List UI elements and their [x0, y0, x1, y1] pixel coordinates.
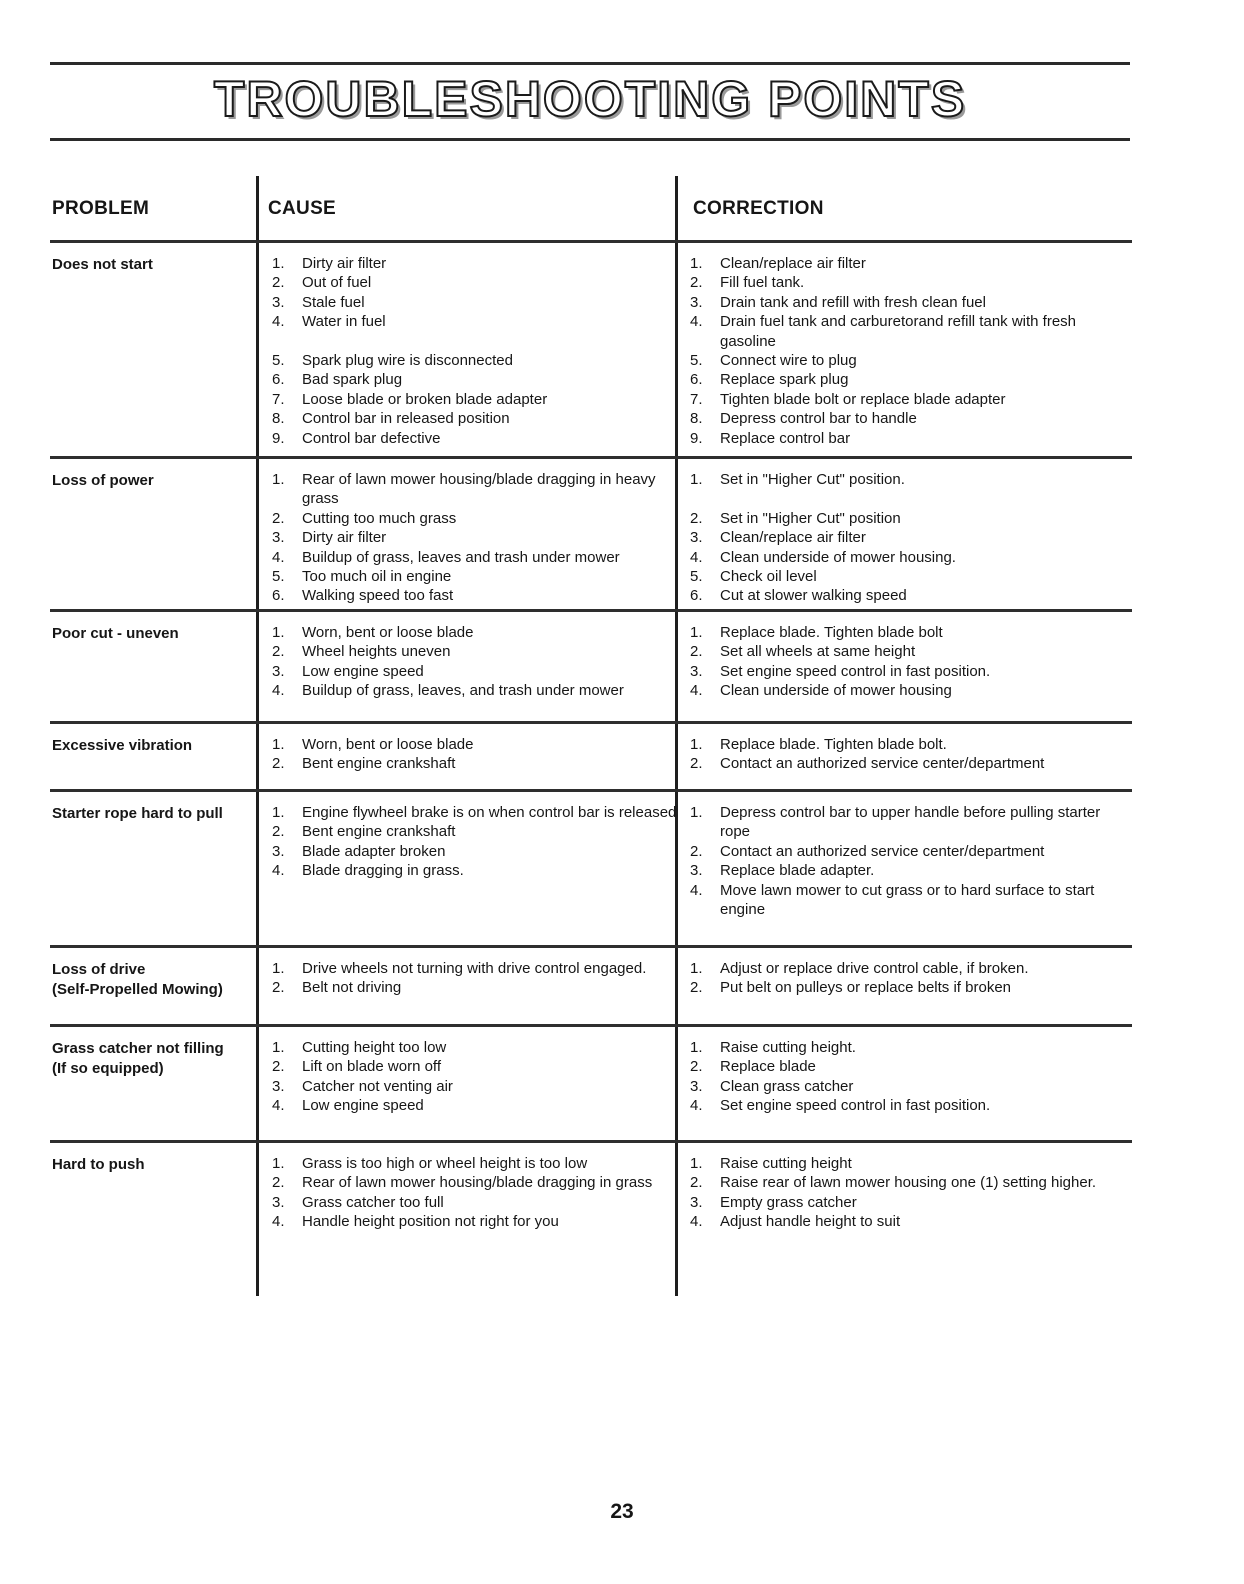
item-text: Stale fuel — [302, 293, 365, 311]
item-text: Replace blade — [720, 1058, 816, 1076]
item-number: 1. — [272, 1155, 285, 1172]
cause-list — [272, 254, 692, 448]
item-number: 6. — [690, 587, 703, 605]
list-item — [272, 470, 692, 509]
item-text: Raise rear of lawn mower housing one (1) setting higher. — [720, 1174, 1097, 1192]
item-number: 4. — [272, 682, 285, 700]
item-text: Fill fuel tank. — [720, 274, 805, 292]
list-item — [690, 370, 1120, 389]
item-number: 1. — [272, 255, 285, 272]
list-item — [272, 662, 692, 681]
item-text: Check oil level — [720, 568, 817, 586]
list-item — [272, 312, 692, 331]
item-text: Worn, bent or loose blade — [302, 624, 474, 641]
list-item — [272, 642, 692, 661]
item-text: Set all wheels at same height — [720, 643, 916, 661]
list-item — [272, 1193, 692, 1212]
list-item — [272, 586, 692, 605]
item-text: Clean/replace air filter — [720, 529, 866, 547]
list-item — [272, 803, 692, 822]
list-item — [690, 409, 1120, 428]
item-text: Set in "Higher Cut" position. — [720, 471, 905, 488]
cause-list — [272, 623, 692, 701]
table-row — [50, 945, 1132, 1024]
item-text: Wheel heights uneven — [302, 643, 451, 661]
item-text: Tighten blade bolt or replace blade adapter — [720, 390, 1006, 408]
list-item — [690, 470, 1120, 489]
correction-list — [690, 254, 1120, 448]
item-text: Replace blade. Tighten blade bolt. — [720, 736, 947, 753]
item-text: Contact an authorized service center/department — [720, 755, 1045, 773]
list-item — [272, 735, 692, 754]
item-number: 7. — [690, 390, 703, 408]
table-row — [50, 721, 1132, 789]
page-title: TROUBLESHOOTING POINTS — [213, 71, 967, 127]
list-item — [690, 681, 1120, 700]
list-item — [272, 1077, 692, 1096]
item-text: Set engine speed control in fast position. — [720, 662, 991, 680]
list-item — [272, 861, 692, 880]
list-item — [272, 567, 692, 586]
item-number: 1. — [272, 624, 285, 641]
troubleshooting-table — [50, 170, 1132, 1290]
item-text: Contact an authorized service center/department — [720, 842, 1045, 860]
item-text: Rear of lawn mower housing/blade dragging in heavy grass — [302, 471, 656, 508]
item-number: 2. — [272, 1058, 285, 1076]
item-text: Connect wire to plug — [720, 352, 857, 370]
item-text: Walking speed too fast — [302, 587, 454, 605]
item-number: 1. — [690, 804, 703, 821]
item-text: Handle height position not right for you — [302, 1213, 559, 1231]
item-text: Out of fuel — [302, 274, 372, 292]
list-item — [272, 293, 692, 312]
item-text: Set in "Higher Cut" position — [720, 509, 901, 527]
list-item — [272, 959, 692, 978]
problem-label: Does not start — [52, 256, 153, 273]
item-number: 6. — [272, 371, 285, 389]
item-number: 3. — [272, 529, 285, 547]
list-item — [272, 509, 692, 528]
cause-list — [272, 735, 692, 774]
item-number: 3. — [690, 862, 703, 880]
table-row — [50, 789, 1132, 945]
item-text: Put belt on pulleys or replace belts if broken — [720, 979, 1011, 997]
list-item — [690, 273, 1120, 292]
table-header — [50, 170, 1132, 240]
item-number: 5. — [690, 352, 703, 370]
item-text: Bad spark plug — [302, 371, 403, 389]
list-item — [272, 528, 692, 547]
item-text: Drain fuel tank and carburetorand refill tank with fresh gasoline — [720, 313, 1077, 350]
title-bottom-rule — [50, 138, 1130, 141]
list-item — [690, 429, 1120, 448]
item-number: 2. — [690, 509, 703, 527]
list-item — [272, 1038, 692, 1057]
correction-list — [690, 735, 1120, 774]
item-text: Low engine speed — [302, 1097, 424, 1115]
list-item — [272, 351, 692, 370]
correction-list — [690, 623, 1120, 701]
list-item — [690, 1038, 1120, 1057]
list-item — [690, 1173, 1120, 1192]
item-number: 5. — [690, 568, 703, 586]
item-number: 2. — [272, 509, 285, 527]
item-number: 5. — [272, 568, 285, 586]
list-item — [272, 409, 692, 428]
item-text: Bent engine crankshaft — [302, 755, 456, 773]
list-item — [272, 754, 692, 773]
correction-list — [690, 1154, 1120, 1232]
item-number: 4. — [690, 313, 703, 331]
item-number: 2. — [690, 842, 703, 860]
item-number: 2. — [272, 979, 285, 997]
item-number: 3. — [690, 1193, 703, 1211]
item-number: 3. — [272, 662, 285, 680]
item-text: Dirty air filter — [302, 255, 387, 272]
item-number: 7. — [272, 390, 285, 408]
item-text: Clean underside of mower housing — [720, 682, 952, 700]
item-number: 1. — [272, 736, 285, 753]
item-number: 2. — [690, 274, 703, 292]
list-item — [690, 1154, 1120, 1173]
item-text: Replace control bar — [720, 429, 851, 447]
item-number: 2. — [690, 979, 703, 997]
list-item — [690, 1096, 1120, 1115]
item-number: 8. — [272, 410, 285, 428]
item-number: 4. — [272, 548, 285, 566]
item-text: Water in fuel — [302, 313, 386, 331]
correction-list — [690, 803, 1120, 919]
item-text: Grass is too high or wheel height is too low — [302, 1155, 588, 1172]
list-item — [272, 370, 692, 389]
list-item — [690, 959, 1120, 978]
list-item — [272, 623, 692, 642]
item-text: Buildup of grass, leaves and trash under mower — [302, 548, 620, 566]
item-text: Buildup of grass, leaves, and trash under mower — [302, 682, 624, 700]
list-item — [690, 390, 1120, 409]
item-number: 4. — [690, 1213, 703, 1231]
list-item — [690, 1057, 1120, 1076]
list-item — [690, 528, 1120, 547]
item-text: Bent engine crankshaft — [302, 823, 456, 841]
header-correction: CORRECTION — [693, 198, 824, 219]
list-item — [272, 1154, 692, 1173]
item-number: 5. — [272, 352, 285, 370]
list-item — [690, 351, 1120, 370]
item-text: Replace spark plug — [720, 371, 849, 389]
list-item — [272, 1212, 692, 1231]
list-item — [272, 978, 692, 997]
item-text: Cut at slower walking speed — [720, 587, 907, 605]
item-number: 2. — [272, 755, 285, 773]
item-text: Too much oil in engine — [302, 568, 452, 586]
item-text: Drain tank and refill with fresh clean fuel — [720, 293, 986, 311]
item-text: Clean grass catcher — [720, 1077, 854, 1095]
item-number: 1. — [690, 471, 703, 488]
problem-label: Grass catcher not filling (If so equipped) — [52, 1040, 224, 1077]
item-text: Set engine speed control in fast position. — [720, 1097, 991, 1115]
list-item — [690, 881, 1120, 920]
list-item — [690, 312, 1120, 351]
list-item — [272, 429, 692, 448]
item-text: Worn, bent or loose blade — [302, 736, 474, 753]
list-item — [272, 254, 692, 273]
item-number: 3. — [690, 293, 703, 311]
item-text: Belt not driving — [302, 979, 402, 997]
list-item — [690, 254, 1120, 273]
item-text: Engine flywheel brake is on when control bar is released — [302, 804, 677, 821]
item-number: 6. — [690, 371, 703, 389]
item-number: 1. — [272, 1039, 285, 1056]
list-item — [690, 1193, 1120, 1212]
title-top-rule — [50, 62, 1130, 65]
item-number: 2. — [272, 274, 285, 292]
item-number: 1. — [690, 1039, 703, 1056]
table-row — [50, 456, 1132, 609]
item-text: Adjust or replace drive control cable, if broken. — [720, 960, 1029, 977]
item-number: 4. — [690, 548, 703, 566]
item-number: 4. — [272, 862, 285, 880]
item-text: Replace blade. Tighten blade bolt — [720, 624, 943, 641]
table-row — [50, 1140, 1132, 1290]
item-text: Empty grass catcher — [720, 1193, 857, 1211]
page-number: 23 — [610, 1500, 634, 1523]
item-text: Blade adapter broken — [302, 842, 446, 860]
list-item — [690, 623, 1120, 642]
item-text: Spark plug wire is disconnected — [302, 352, 513, 370]
item-number: 1. — [690, 736, 703, 753]
item-text: Cutting too much grass — [302, 509, 457, 527]
header-cause: CAUSE — [268, 198, 337, 219]
item-text: Blade dragging in grass. — [302, 862, 464, 880]
list-item — [690, 861, 1120, 880]
list-item — [690, 978, 1120, 997]
list-item — [272, 842, 692, 861]
item-number: 3. — [272, 1077, 285, 1095]
item-text: Cutting height too low — [302, 1039, 447, 1056]
list-item — [690, 548, 1120, 567]
list-item — [690, 1212, 1120, 1231]
item-text: Raise cutting height — [720, 1155, 852, 1172]
problem-label: Loss of power — [52, 472, 154, 489]
list-item — [690, 754, 1120, 773]
list-item — [690, 662, 1120, 681]
item-text: Clean/replace air filter — [720, 255, 866, 272]
item-number: 1. — [690, 960, 703, 977]
correction-list — [690, 470, 1120, 606]
list-item — [690, 642, 1120, 661]
item-number: 1. — [690, 255, 703, 272]
item-number: 9. — [272, 429, 285, 447]
item-number: 3. — [272, 293, 285, 311]
correction-list — [690, 959, 1120, 998]
list-item — [690, 489, 1120, 508]
item-text: Loose blade or broken blade adapter — [302, 390, 548, 408]
item-number: 2. — [690, 1058, 703, 1076]
item-text: Lift on blade worn off — [302, 1058, 441, 1076]
item-number: 3. — [272, 1193, 285, 1211]
problem-label: Starter rope hard to pull — [52, 805, 223, 822]
item-number: 1. — [272, 471, 285, 488]
list-item — [690, 803, 1120, 842]
table-row — [50, 609, 1132, 721]
item-number: 4. — [272, 313, 285, 331]
cause-list — [272, 803, 692, 881]
item-text: Rear of lawn mower housing/blade dragging in grass — [302, 1174, 653, 1192]
cause-list — [272, 1038, 692, 1116]
item-number: 6. — [272, 587, 285, 605]
item-number: 1. — [690, 1155, 703, 1172]
list-item — [690, 1077, 1120, 1096]
item-number: 1. — [272, 960, 285, 977]
list-item — [690, 735, 1120, 754]
item-number: 3. — [690, 529, 703, 547]
item-number: 2. — [690, 1174, 703, 1192]
item-text: Catcher not venting air — [302, 1077, 453, 1095]
item-text: Move lawn mower to cut grass or to hard surface to start engine — [720, 881, 1095, 919]
item-text: Raise cutting height. — [720, 1039, 856, 1056]
item-number: 1. — [690, 624, 703, 641]
problem-label: Poor cut - uneven — [52, 625, 179, 642]
list-item — [272, 1173, 692, 1192]
item-text: Adjust handle height to suit — [720, 1213, 901, 1231]
item-number: 3. — [690, 662, 703, 680]
item-number: 2. — [690, 755, 703, 773]
table-row — [50, 240, 1132, 456]
item-number: 2. — [272, 823, 285, 841]
list-item — [690, 842, 1120, 861]
list-item — [690, 509, 1120, 528]
problem-label: Excessive vibration — [52, 737, 193, 754]
item-number: 4. — [690, 682, 703, 700]
list-item — [272, 390, 692, 409]
item-text: Grass catcher too full — [302, 1193, 444, 1211]
cause-list — [272, 1154, 692, 1232]
list-item — [690, 293, 1120, 312]
item-number: 3. — [690, 1077, 703, 1095]
list-item — [272, 1096, 692, 1115]
list-item — [272, 548, 692, 567]
correction-list — [690, 1038, 1120, 1116]
item-number: 1. — [272, 804, 285, 821]
problem-label: Hard to push — [52, 1156, 145, 1173]
item-number: 2. — [272, 1174, 285, 1192]
header-problem: PROBLEM — [52, 198, 150, 219]
list-item — [272, 273, 692, 292]
list-item — [272, 822, 692, 841]
item-number: 4. — [690, 1097, 703, 1115]
item-number: 4. — [272, 1097, 285, 1115]
item-number: 4. — [272, 1213, 285, 1231]
item-text: Control bar in released position — [302, 410, 510, 428]
item-text: Depress control bar to upper handle before pulling starter rope — [720, 804, 1101, 841]
list-item — [690, 567, 1120, 586]
table-row — [50, 1024, 1132, 1140]
item-text: Dirty air filter — [302, 529, 387, 547]
list-item — [272, 332, 692, 351]
item-number: 2. — [272, 643, 285, 661]
item-number: 2. — [690, 643, 703, 661]
list-item — [690, 586, 1120, 605]
table-body — [50, 240, 1132, 1290]
item-text: Replace blade adapter. — [720, 862, 875, 880]
item-number: 3. — [272, 842, 285, 860]
item-number: 9. — [690, 429, 703, 447]
item-text: Drive wheels not turning with drive control engaged. — [302, 960, 647, 977]
cause-list — [272, 959, 692, 998]
item-text: Depress control bar to handle — [720, 410, 917, 428]
item-number: 8. — [690, 410, 703, 428]
list-item — [272, 681, 692, 700]
cause-list — [272, 470, 692, 606]
list-item — [272, 1057, 692, 1076]
problem-label: Loss of drive (Self-Propelled Mowing) — [52, 961, 223, 998]
item-text: Clean underside of mower housing. — [720, 548, 956, 566]
item-text: Low engine speed — [302, 662, 424, 680]
item-text: Control bar defective — [302, 429, 441, 447]
item-number: 4. — [690, 881, 703, 899]
